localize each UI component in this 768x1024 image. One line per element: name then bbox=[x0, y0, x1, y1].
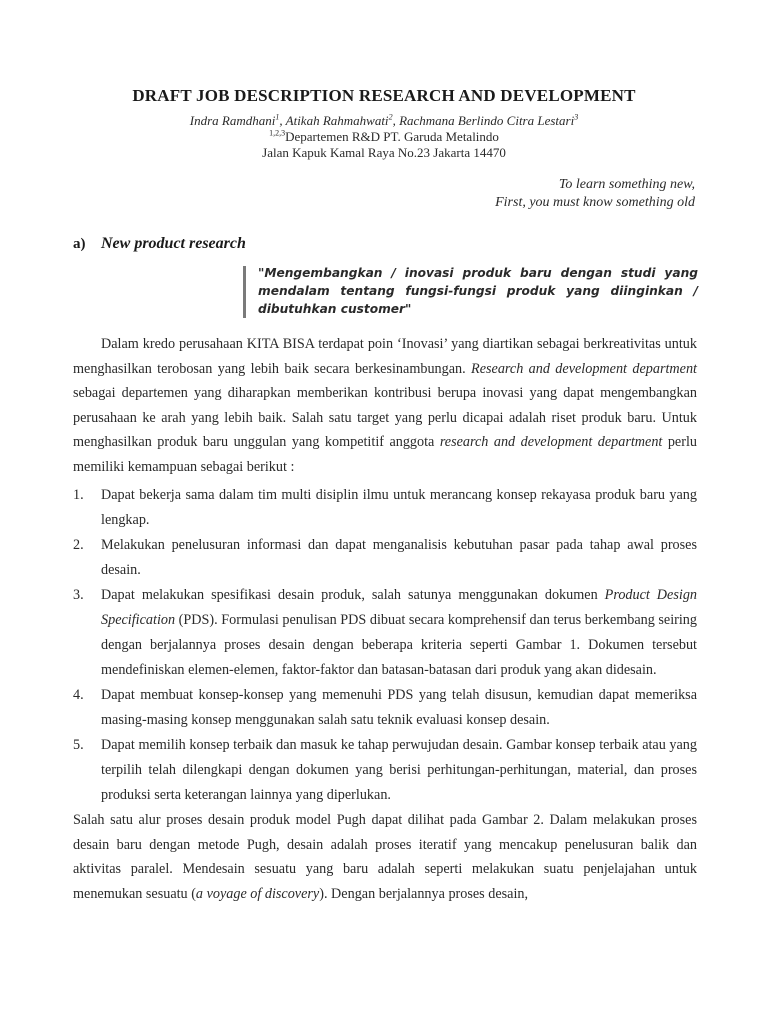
list-item bbox=[73, 483, 697, 533]
list-text: Melakukan penelusuran informasi dan dapat menganalisis kebutuhan pasar pada tahap awal proses desain. bbox=[101, 537, 697, 578]
list-text: Dapat membuat konsep-konsep yang memenuhi PDS yang telah disusun, kemudian dapat memeriksa masing-masing konsep menggunakan salah satu teknik evaluasi konsep desain. bbox=[101, 687, 697, 728]
paragraph-text: perlu memiliki kemampuan sebagai berikut : bbox=[73, 434, 697, 475]
affiliation-superscript: 1,2,3 bbox=[269, 128, 286, 138]
list-text: Dapat bekerja sama dalam tim multi disiplin ilmu untuk merancang konsep rekayasa produk baru yang lengkap. bbox=[101, 487, 697, 528]
epigraph bbox=[495, 176, 695, 212]
list-number: 2. bbox=[73, 537, 84, 553]
list-italic-term: Product Design Specification bbox=[101, 587, 698, 628]
paragraph-2 bbox=[73, 808, 697, 906]
list-item bbox=[73, 733, 697, 808]
paragraph-1 bbox=[73, 332, 697, 479]
author-name: Atikah Rahmahwati bbox=[285, 113, 389, 128]
paragraph-text: sebagai departemen yang diharapkan memberikan kontribusi berupa inovasi yang dapat mengembangkan perusahaan ke arah yang lebih baik. Salah satu target yang perlu dicapai adalah riset produk baru. Untuk menghasilkan produk baru unggulan yang kompetitif anggota bbox=[73, 385, 697, 450]
list-item bbox=[73, 683, 697, 733]
author-superscript: 3 bbox=[574, 112, 579, 122]
document-title: DRAFT JOB DESCRIPTION RESEARCH AND DEVELOPMENT bbox=[132, 86, 636, 105]
section-title: New product research bbox=[101, 235, 246, 252]
blockquote-bar bbox=[243, 266, 246, 318]
author-name: Indra Ramdhani bbox=[189, 113, 276, 128]
list-text: Dapat memilih konsep terbaik dan masuk ke tahap perwujudan desain. Gambar konsep terbaik atau yang terpilih telah dilengkapi dengan dokumen yang berisi perhitungan-perhitungan, material, dan proses produksi serta keterangan lainnya yang diperlukan. bbox=[101, 737, 697, 803]
affiliation-text: Departemen R&D PT. Garuda Metalindo bbox=[285, 129, 499, 144]
author-name: Rachmana Berlindo Citra Lestari bbox=[399, 113, 575, 128]
list-number: 4. bbox=[73, 687, 84, 703]
paragraph-italic-term: research and development department bbox=[439, 434, 663, 450]
blockquote: "Mengembangkan / inovasi produk baru dengan studi yang mendalam tentang fungsi-fungsi produk yang diinginkan / dibutuhkan customer" bbox=[258, 266, 698, 316]
paragraph-text: Dalam kredo perusahaan KITA BISA terdapat poin ‘Inovasi’ yang diartikan sebagai berkreativitas untuk menghasilkan terobosan yang lebih baik secara berkesinambungan. bbox=[73, 336, 697, 377]
list-item bbox=[73, 583, 697, 683]
paragraph-italic-term: a voyage of discovery bbox=[195, 885, 320, 902]
paragraph-italic-term: Research and development department bbox=[471, 360, 697, 377]
list-text: (PDS). Formulasi penulisan PDS dibuat secara komprehensif dan terus berkembang seiring dengan berjalannya proses desain dengan beberapa kriteria seperti Gambar 1. Dokumen tersebut mendefiniskan elemen-elemen, faktor-faktor dan batasan-batasan dari produk yang akan didesain. bbox=[101, 612, 697, 678]
capability-list bbox=[73, 483, 697, 808]
author-list: Indra Ramdhani$^1$, Atikah Rahmahwati$^2$, Rachmana Berlindo Citra Lestari$^3$ bbox=[189, 112, 579, 128]
list-text: Dapat melakukan spesifikasi desain produk, salah satunya menggunakan dokumen bbox=[101, 587, 605, 603]
author-superscript: 2 bbox=[388, 112, 393, 122]
address: Jalan Kapuk Kamal Raya No.23 Jakarta 14470 bbox=[262, 145, 506, 160]
section-heading bbox=[73, 235, 246, 253]
section-number: a) bbox=[73, 236, 86, 252]
paragraph-text: ). Dengan berjalannya proses desain, bbox=[319, 885, 529, 902]
paragraph-text: Salah satu alur proses desain produk model Pugh dapat dilihat pada Gambar 2. Dalam melakukan proses desain baru dengan metode Pugh, desain adalah proses iteratif yang mencakup penelusuran balik dan aktivitas paralel. Mendesain sesuatu yang baru adalah seperti melakukan suatu penjelajahan untuk menemukan sesuatu ( bbox=[73, 812, 697, 902]
epigraph-line-2: First, you must know something old bbox=[495, 195, 695, 210]
list-number: 3. bbox=[73, 587, 84, 603]
list-number: 5. bbox=[73, 737, 84, 753]
affiliation bbox=[0, 129, 768, 145]
list-item bbox=[73, 533, 697, 583]
author-superscript: 1 bbox=[275, 112, 280, 122]
epigraph-line-1: To learn something new, bbox=[558, 177, 695, 192]
list-number: 1. bbox=[73, 487, 84, 503]
